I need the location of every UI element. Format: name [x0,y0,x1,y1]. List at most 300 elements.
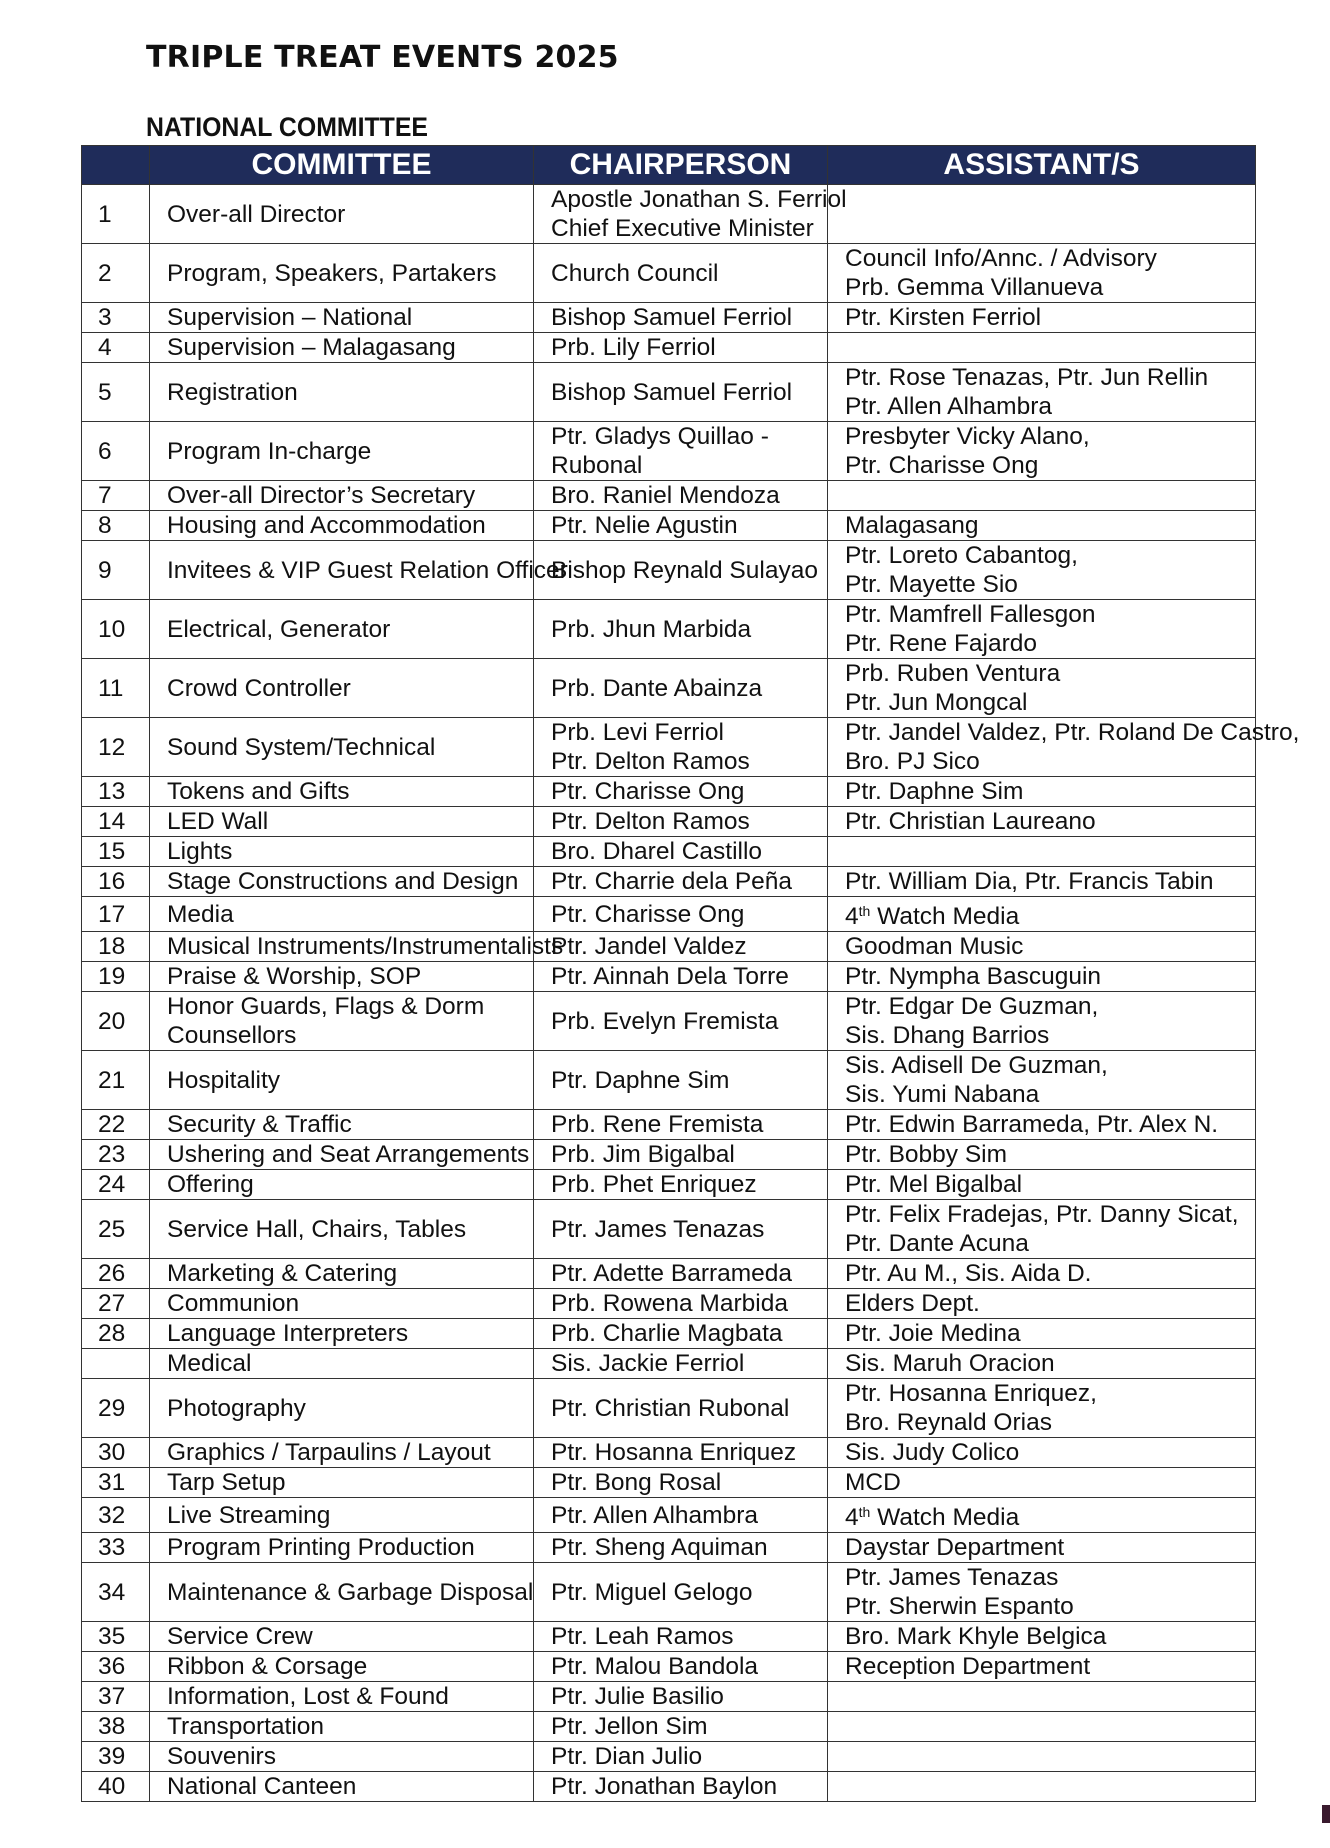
chairperson-cell [534,962,828,992]
cell-line: Ptr. Delton Ramos [551,808,750,835]
assistants-cell [828,1110,1256,1140]
row-number: 37 [82,1682,150,1712]
table-row [82,837,1256,867]
row-number: 13 [82,777,150,807]
assistants-cell [828,541,1256,600]
section-title: NATIONAL COMMITTEE [146,112,428,142]
assistants-cell [828,1563,1256,1622]
chairperson-cell [534,777,828,807]
chairperson-cell [534,1051,828,1110]
committee-cell [150,511,534,541]
chairperson-cell [534,1468,828,1498]
row-number: 36 [82,1652,150,1682]
table-row [82,1533,1256,1563]
committee-cell [150,807,534,837]
chairperson-cell [534,837,828,867]
cell-line: 4th Watch Media [845,903,1020,930]
cell-line: Sis. Yumi Nabana [845,1081,1040,1108]
cell-line: Bro. PJ Sico [845,748,980,775]
chairperson-cell [534,481,828,511]
cell-line: Communion [167,1290,300,1317]
row-number: 40 [82,1772,150,1802]
row-number: 34 [82,1563,150,1622]
cell-line: Apostle Jonathan S. Ferriol [551,186,847,213]
cell-line: Bro. Dharel Castillo [551,838,763,865]
table-row [82,1712,1256,1742]
assistants-cell [828,600,1256,659]
committee-cell [150,1563,534,1622]
cell-line: Tokens and Gifts [167,778,350,805]
row-number: 22 [82,1110,150,1140]
table-row [82,1438,1256,1468]
cell-line: Media [167,900,234,928]
cell-line: Presbyter Vicky Alano, [845,423,1090,450]
table-row [82,363,1256,422]
cell-line: Program In-charge [167,437,372,465]
cell-line: LED Wall [167,808,269,835]
assistants-cell [828,659,1256,718]
header-assistants: ASSISTANT/S [828,146,1256,185]
cell-line: Malagasang [845,512,979,539]
row-number: 24 [82,1170,150,1200]
chairperson-cell [534,897,828,932]
table-row [82,244,1256,303]
cell-line: Church Council [551,259,719,287]
cell-line: Bishop Samuel Ferriol [551,304,793,331]
cell-line: Ptr. Miguel Gelogo [551,1578,753,1606]
committee-cell [150,1289,534,1319]
cell-line: Tarp Setup [167,1469,286,1496]
assistants-cell [828,807,1256,837]
table-row [82,1622,1256,1652]
chairperson-cell [534,1652,828,1682]
cell-line: Graphics / Tarpaulins / Layout [167,1439,491,1466]
committee-cell [150,333,534,363]
committee-cell [150,932,564,962]
cell-line: Invitees & VIP Guest Relation Officer [167,556,568,584]
cell-line: Honor Guards, Flags & Dorm [167,993,485,1020]
cell-line: Service Crew [167,1623,313,1650]
assistants-cell [828,1622,1256,1652]
row-number: 21 [82,1051,150,1110]
assistants-cell [828,1468,1256,1498]
chairperson-cell [534,1349,828,1379]
table-header-row [82,146,1256,185]
row-number: 20 [82,992,150,1051]
cell-line: Bro. Reynald Orias [845,1409,1052,1436]
row-number: 5 [82,363,150,422]
committee-cell [150,962,534,992]
cell-line: Prb. Lily Ferriol [551,334,716,361]
assistants-cell [828,363,1256,422]
cell-line: Sis. Adisell De Guzman, [845,1052,1108,1079]
cell-line: Prb. Gemma Villanueva [845,274,1104,301]
table-row [82,1259,1256,1289]
cell-line: Ptr. Jandel Valdez [551,933,747,960]
assistants-cell [828,932,1256,962]
cell-line: Ptr. Rene Fajardo [845,630,1038,657]
assistants-cell [828,962,1256,992]
cell-line: Ptr. Allen Alhambra [845,393,1053,420]
cell-line: Ushering and Seat Arrangements [167,1141,530,1168]
committee-cell [150,600,534,659]
assistants-cell [828,867,1256,897]
header-number [82,146,150,185]
table-row [82,333,1256,363]
table-row [82,1652,1256,1682]
chairperson-cell [534,303,828,333]
cell-line: Stage Constructions and Design [167,868,519,895]
cell-line: Sis. Dhang Barrios [845,1022,1050,1049]
assistants-cell [828,1259,1256,1289]
chairperson-cell [534,363,828,422]
cell-line: Electrical, Generator [167,615,391,643]
table-row [82,932,1256,962]
cell-line: Ptr. Julie Basilio [551,1683,724,1710]
committee-cell [150,422,534,481]
table-row [82,1110,1256,1140]
chairperson-cell [534,1319,828,1349]
assistants-cell [828,1051,1256,1110]
cell-line: Ptr. Jellon Sim [551,1713,708,1740]
row-number: 14 [82,807,150,837]
cell-line: Prb. Evelyn Fremista [551,1007,779,1035]
cell-line: Ptr. Loreto Cabantog, [845,542,1078,569]
row-number: 16 [82,867,150,897]
row-number: 8 [82,511,150,541]
assistants-cell [828,1652,1256,1682]
cell-line: Ptr. Christian Rubonal [551,1394,790,1422]
table-row [82,897,1256,932]
row-number: 30 [82,1438,150,1468]
table-row [82,807,1256,837]
chairperson-cell [534,1110,828,1140]
table-row [82,1563,1256,1622]
cell-line: Ptr. Au M., Sis. Aida D. [845,1260,1092,1287]
assistants-cell [828,1742,1256,1772]
assistants-cell [828,303,1256,333]
table-row [82,867,1256,897]
assistants-cell [828,1140,1256,1170]
committee-cell [150,1622,534,1652]
assistants-cell [828,1438,1256,1468]
chairperson-cell [534,1379,828,1438]
committee-cell [150,777,534,807]
cell-line: Prb. Jhun Marbida [551,615,752,643]
row-number: 18 [82,932,150,962]
table-row [82,1682,1256,1712]
cell-line: MCD [845,1469,901,1496]
cell-line: Ptr. Mamfrell Fallesgon [845,601,1096,628]
row-number: 28 [82,1319,150,1349]
cell-line: Prb. Phet Enriquez [551,1171,757,1198]
committee-cell [150,1498,534,1533]
cell-line: Ptr. Charrie dela Peña [551,868,793,895]
assistants-cell [828,481,1256,511]
row-number [82,1349,150,1379]
committee-cell [150,1140,534,1170]
assistants-cell [828,1682,1256,1712]
chairperson-cell [534,511,828,541]
row-number: 38 [82,1712,150,1742]
assistants-cell [828,1379,1256,1438]
cell-line: Ptr. Edgar De Guzman, [845,993,1099,1020]
chairperson-cell [534,541,828,600]
row-number: 3 [82,303,150,333]
cell-line: Medical [167,1350,252,1377]
cell-line: Ptr. Felix Fradejas, Ptr. Danny Sicat, [845,1201,1239,1228]
committee-cell [150,867,534,897]
assistants-cell [828,1533,1256,1563]
cell-line: Ptr. Nelie Agustin [551,512,738,539]
chairperson-cell [534,1170,828,1200]
cell-line: Ptr. Mel Bigalbal [845,1171,1023,1198]
cell-line: Ptr. Dian Julio [551,1743,703,1770]
committee-cell [150,1110,534,1140]
assistants-cell [828,1498,1256,1533]
committee-cell [150,481,534,511]
cell-line: Sis. Maruh Oracion [845,1350,1055,1377]
row-number: 32 [82,1498,150,1533]
cell-line: Sis. Jackie Ferriol [551,1350,745,1377]
table-row [82,481,1256,511]
assistants-cell [828,185,1256,244]
chairperson-cell [534,1438,828,1468]
cell-line: Bishop Samuel Ferriol [551,378,793,406]
cell-line: Housing and Accommodation [167,512,486,539]
table-row [82,422,1256,481]
committee-cell [150,1533,534,1563]
chairperson-cell [534,867,828,897]
assistants-cell [828,897,1256,932]
cell-line: Ptr. Delton Ramos [551,748,750,775]
row-number: 10 [82,600,150,659]
row-number: 23 [82,1140,150,1170]
chairperson-cell [534,1563,828,1622]
cell-line: Prb. Ruben Ventura [845,660,1061,687]
chairperson-cell [534,244,828,303]
cell-line: Ptr. Charisse Ong [551,900,745,928]
chairperson-cell [534,185,847,244]
table-row [82,659,1256,718]
chairperson-cell [534,807,828,837]
assistants-cell [828,777,1256,807]
cell-line: Ptr. Jonathan Baylon [551,1773,778,1800]
assistants-cell [828,1319,1256,1349]
committee-cell [150,1051,534,1110]
cell-line: Maintenance & Garbage Disposal [167,1578,534,1606]
committee-cell [150,1712,534,1742]
cell-line: Elders Dept. [845,1290,980,1317]
chairperson-cell [534,600,828,659]
table-row [82,600,1256,659]
cell-line: Ptr. Allen Alhambra [551,1501,759,1529]
cell-line: Ptr. Rose Tenazas, Ptr. Jun Rellin [845,364,1209,391]
committee-cell [150,244,534,303]
assistants-cell [828,1289,1256,1319]
table-row [82,1498,1256,1533]
committee-cell [150,1349,534,1379]
cell-line: Information, Lost & Found [167,1683,449,1710]
row-number: 15 [82,837,150,867]
cell-line: Language Interpreters [167,1320,409,1347]
row-number: 29 [82,1379,150,1438]
cell-line: Ptr. James Tenazas [551,1215,765,1243]
cell-line: Chief Executive Minister [551,215,814,242]
chairperson-cell [534,1682,828,1712]
cell-line: Ptr. Dante Acuna [845,1230,1029,1257]
cell-line: Transportation [167,1713,325,1740]
row-number: 1 [82,185,150,244]
chairperson-cell [534,1498,828,1533]
row-number: 19 [82,962,150,992]
table-row [82,541,1256,600]
cell-line: National Canteen [167,1773,357,1800]
committee-cell [150,837,534,867]
cell-line: Ptr. Nympha Bascuguin [845,963,1102,990]
row-number: 7 [82,481,150,511]
row-number: 39 [82,1742,150,1772]
chairperson-cell [534,422,828,481]
committee-cell [150,541,568,600]
table-row [82,1200,1256,1259]
cell-line: Reception Department [845,1653,1091,1680]
cell-line: Photography [167,1394,306,1422]
chairperson-cell [534,992,828,1051]
cell-line: Ptr. William Dia, Ptr. Francis Tabin [845,868,1214,895]
table-row [82,1051,1256,1110]
table-row [82,962,1256,992]
cell-line: Program Printing Production [167,1534,475,1561]
committee-cell [150,185,534,244]
cell-line: Prb. Rene Fremista [551,1111,764,1138]
row-number: 35 [82,1622,150,1652]
cell-line: Program, Speakers, Partakers [167,259,497,287]
cell-line: Ptr. James Tenazas [845,1564,1059,1591]
cell-line: Ptr. Christian Laureano [845,808,1096,835]
cell-line: Ptr. Daphne Sim [845,778,1024,805]
cell-line: Sound System/Technical [167,733,436,761]
cell-line: Ptr. Hosanna Enriquez, [845,1380,1097,1407]
row-number: 12 [82,718,150,777]
table-row [82,303,1256,333]
row-number: 9 [82,541,150,600]
cell-line: Daystar Department [845,1534,1065,1561]
row-number: 11 [82,659,150,718]
assistants-cell [828,1200,1256,1259]
cell-line: Ptr. Joie Medina [845,1320,1021,1347]
committee-cell [150,1200,534,1259]
cell-line: Council Info/Annc. / Advisory [845,245,1157,272]
chairperson-cell [534,1772,828,1802]
committee-cell [150,1652,534,1682]
cell-line: Registration [167,378,298,406]
assistants-cell [828,992,1256,1051]
cell-line: Supervision – National [167,304,413,331]
cell-line: Supervision – Malagasang [167,334,456,361]
cell-line: Ptr. Sherwin Espanto [845,1593,1074,1620]
cell-line: Musical Instruments/Instrumentalists [167,933,564,960]
chairperson-cell [534,1742,828,1772]
row-number: 4 [82,333,150,363]
cell-line: Ptr. Bong Rosal [551,1469,722,1496]
cell-line: Prb. Rowena Marbida [551,1290,788,1317]
assistants-cell [828,422,1256,481]
cell-line: Service Hall, Chairs, Tables [167,1215,467,1243]
table-body [82,185,1300,1802]
table-row [82,718,1256,777]
table-row [82,185,1256,244]
chairperson-cell [534,1622,828,1652]
cell-line: Counsellors [167,1022,297,1049]
cell-line: Ptr. Ainnah Dela Torre [551,963,789,990]
cell-line: Souvenirs [167,1743,276,1770]
committee-cell [150,1319,534,1349]
committee-cell [150,1742,534,1772]
cell-line: Ptr. Bobby Sim [845,1141,1008,1168]
cell-line: Bishop Reynald Sulayao [551,556,818,584]
chairperson-cell [534,333,828,363]
assistants-cell [828,333,1256,363]
cell-line: Crowd Controller [167,674,351,702]
chairperson-cell [534,1712,828,1742]
table-row [82,1468,1256,1498]
table-row [82,1140,1256,1170]
cell-line: Ptr. Jandel Valdez, Ptr. Roland De Castro, [845,719,1300,746]
chairperson-cell [534,1259,828,1289]
chairperson-cell [534,1200,828,1259]
cell-line: Over-all Director’s Secretary [167,482,476,509]
cell-line: Offering [167,1171,254,1198]
committee-table [81,145,1300,1802]
table-row [82,992,1256,1051]
cell-line: Ptr. Charisse Ong [551,778,745,805]
cell-line: Ptr. Mayette Sio [845,571,1018,598]
table-row [82,1742,1256,1772]
assistants-cell [828,718,1300,777]
cell-line: Sis. Judy Colico [845,1439,1020,1466]
chairperson-cell [534,1289,828,1319]
cell-line: Hospitality [167,1066,281,1094]
cell-line: Ptr. Hosanna Enriquez [551,1439,797,1466]
committee-cell [150,1772,534,1802]
document-title: TRIPLE TREAT EVENTS 2025 [146,40,619,75]
table-row [82,1772,1256,1802]
committee-cell [150,363,534,422]
cell-line: Ptr. Edwin Barrameda, Ptr. Alex N. [845,1111,1219,1138]
cell-line: Ptr. Sheng Aquiman [551,1534,768,1561]
cell-line: Goodman Music [845,933,1024,960]
committee-cell [150,1259,534,1289]
committee-cell [150,897,534,932]
chairperson-cell [534,932,828,962]
committee-cell [150,1438,534,1468]
cell-line: Ptr. Kirsten Ferriol [845,304,1042,331]
cell-line: Ptr. Malou Bandola [551,1653,759,1680]
cell-line: Security & Traffic [167,1111,352,1138]
committee-cell [150,1379,534,1438]
committee-cell [150,1468,534,1498]
cell-line: Praise & Worship, SOP [167,963,422,990]
table-row [82,1289,1256,1319]
cell-line: Ptr. Daphne Sim [551,1066,730,1094]
cell-line: Ptr. Adette Barrameda [551,1260,793,1287]
cell-line: Over-all Director [167,200,346,228]
cell-line: Prb. Charlie Magbata [551,1320,783,1347]
cell-line: Bro. Raniel Mendoza [551,482,780,509]
assistants-cell [828,1772,1256,1802]
committee-cell [150,718,534,777]
